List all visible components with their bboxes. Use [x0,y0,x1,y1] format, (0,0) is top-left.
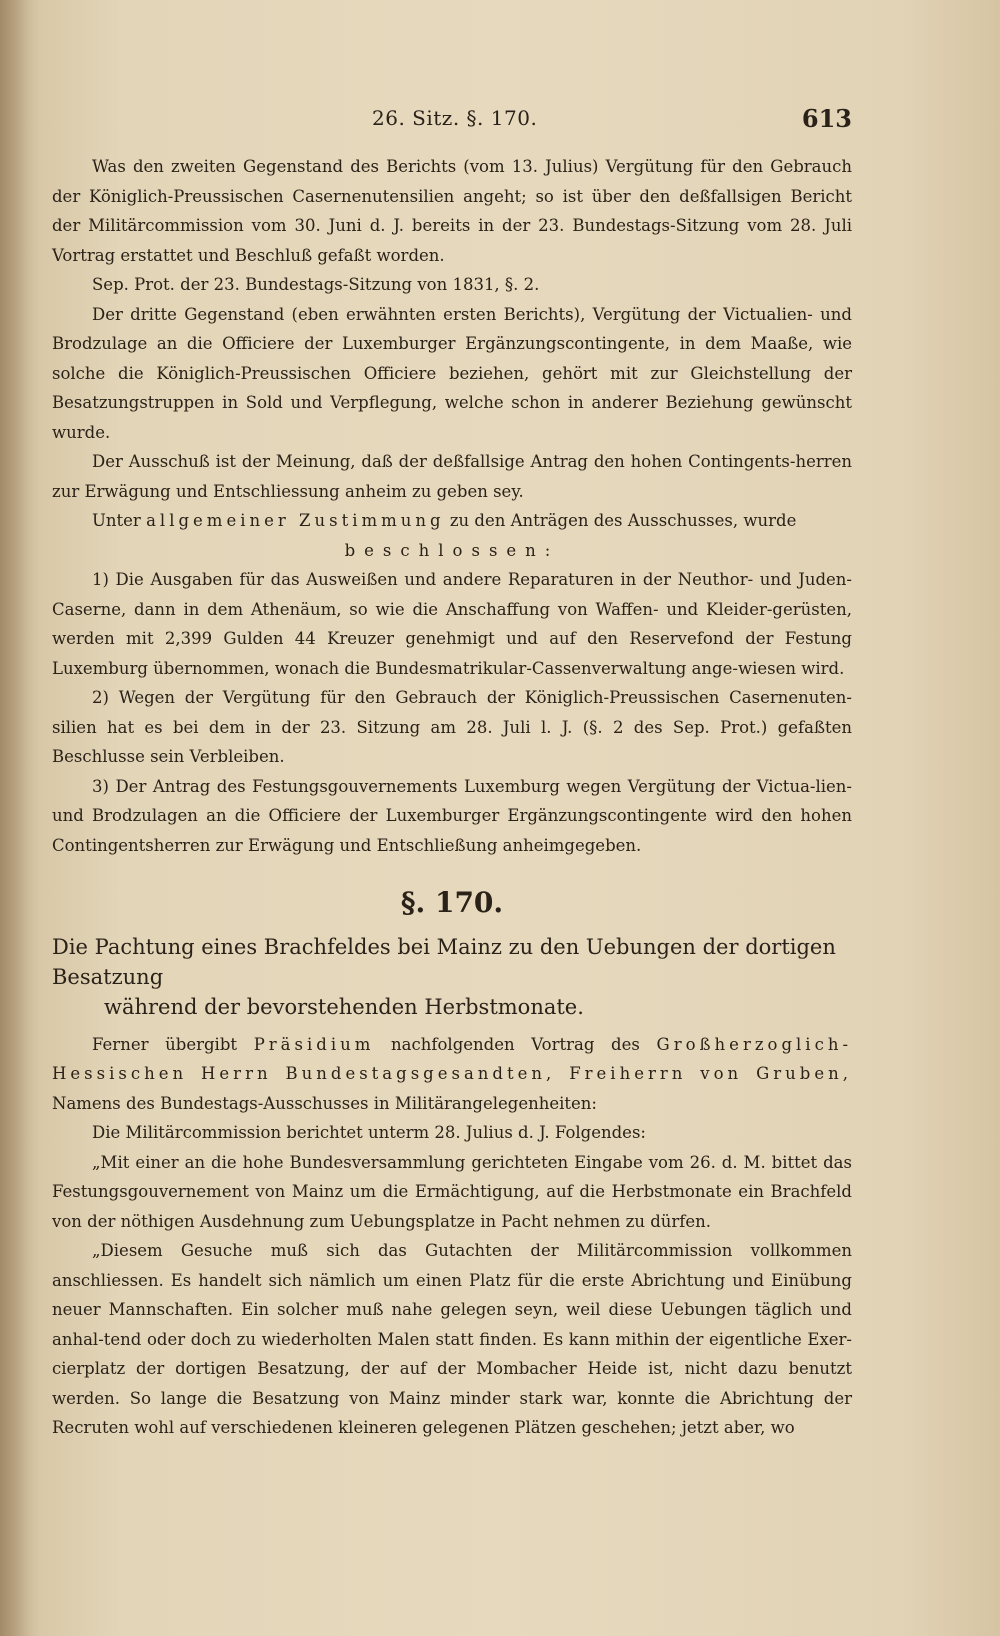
paragraph-petition: „Mit einer an die hohe Bundesversammlung gerichteten Eingabe vom 26. d. M. bittet das Festungsgouvernement von Mainz um die Ermächtigung, auf die Herbstmonate ein Brachfeld von der nöthigen Ausdehnung zum Uebungsplatze in Pacht nehmen zu dürfen. [52,1152,852,1231]
presidium-before: Ferner übergibt [92,1034,238,1054]
paragraph-commission-opinion: „Diesem Gesuche muß sich das Gutachten der Militärcommission vollkommen anschliessen. Es handelt sich nämlich um einen Platz für die erste Abrichtung und Einübung neuer Mannschaften. Ein solcher muß nahe gelegen seyn, weil diese Uebungen täglich und anhal-tend oder doch zu wiederholten Malen statt finden. Es kann mithin der eigentliche Exer-cierplatz der dortigen Besatzung, der auf der Mombacher Heide ist, nicht dazu benutzt werden. So lange die Besatzung von Mainz minder stark war, konnte die Abrichtung der Recruten wohl auf verschiedenen kleineren gelegenen Plätzen geschehen; jetzt aber, wo [52,1241,852,1437]
decision-item-2: 2) Wegen der Vergütung für den Gebrauch der Königlich-Preussischen Casernenuten-silien hat es bei dem in der 23. Sitzung am 28. Juli l. J. (§. 2 des Sep. Prot.) gefaßten Beschlusse sein Verbleiben. [52,688,852,766]
decision-item-3: 3) Der Antrag des Festungsgouvernements Luxemburg wegen Vergütung der Victua-lien- und Brodzulagen an die Officiere der Luxemburger Ergänzungscontingente wird den hohen Contingentsherren zur Erwägung und Entschließung anheimgegeben. [52,776,852,855]
section-number: §. 170. [400,886,504,919]
running-head: 26. Sitz. §. 170. [372,106,538,130]
paragraph-second-subject: Was den zweiten Gegenstand des Berichts (vom 13. Julius) Vergütung für den Gebrauch der Königlich-Preussischen Casernenutensilien angeht; so ist über den deßfallsigen Bericht der Militärcommission vom 30. Juni d. J. bereits in der 23. Bundestags-Sitzung vom 28. Juli Vortrag erstattet und Beschluß gefaßt worden. [52,157,852,265]
paragraph-commission-report: Die Militärcommission berichtet unterm 28. Julius d. J. Folgendes: [92,1123,646,1142]
presidium-mid: nachfolgenden Vortrag des [391,1034,640,1054]
paragraph-committee-opinion: Der Ausschuß ist der Meinung, daß der deßfallsige Antrag den hohen Contingents-herren zur Erwägung und Entschliessung anheim zu geben sey. [52,452,852,501]
resolution-intro-before: Unter [92,511,141,530]
paragraph-protocol-reference: Sep. Prot. der 23. Bundestags-Sitzung von 1831, §. 2. [92,275,540,294]
presidium-after: Namens des Bundestags-Ausschusses in Militärangelegenheiten: [52,1093,597,1113]
body-text [52,152,852,1443]
envoy-name: Großherzoglich-Hessischen Herrn Bundestagsgesandten, Freiherrn von Gruben, [52,1034,853,1083]
paragraph-third-subject: Der dritte Gegenstand (eben erwähnten ersten Berichts), Vergütung der Victualien- und Brodzulage an die Officiere der Luxemburger Ergänzungscontingente, in dem Maaße, wie solche die Königlich-Preussischen Officiere beziehen, gehört mit zur Gleichstellung der Besatzungstruppen in Sold und Verpflegung, welche schon in anderer Beziehung gewünscht wurde. [52,304,852,442]
section-title-line-1: Die Pachtung eines Brachfeldes bei Mainz zu den Uebungen der dortigen Besatzung [52,934,836,989]
page-number: 613 [801,104,852,133]
resolution-intro-after: zu den Anträgen des Ausschusses, wurde [449,511,797,530]
presidium-name: Präsidium [253,1034,375,1054]
page-header [52,104,852,144]
section-title-line-2: während der bevorstehenden Herbstmonate. [104,994,584,1019]
section-title [52,932,852,1022]
paragraph-presidium-report [52,1030,852,1119]
decision-heading: beschlossen: [344,540,560,560]
resolution-intro-spaced: allgemeiner Zustimmung [146,511,445,530]
paragraph-resolution-intro [52,506,852,536]
decision-item-1: 1) Die Ausgaben für das Ausweißen und andere Reparaturen in der Neuthor- und Juden-Caserne, dann in dem Athenäum, so wie die Anschaffung von Waffen- und Kleider-gerüsten, werden mit 2,399 Gulden 44 Kreuzer genehmigt und auf den Reservefond der Festung Luxemburg übernommen, wonach die Bundesmatrikular-Cassenverwaltung ange-wiesen wird. [52,570,852,678]
